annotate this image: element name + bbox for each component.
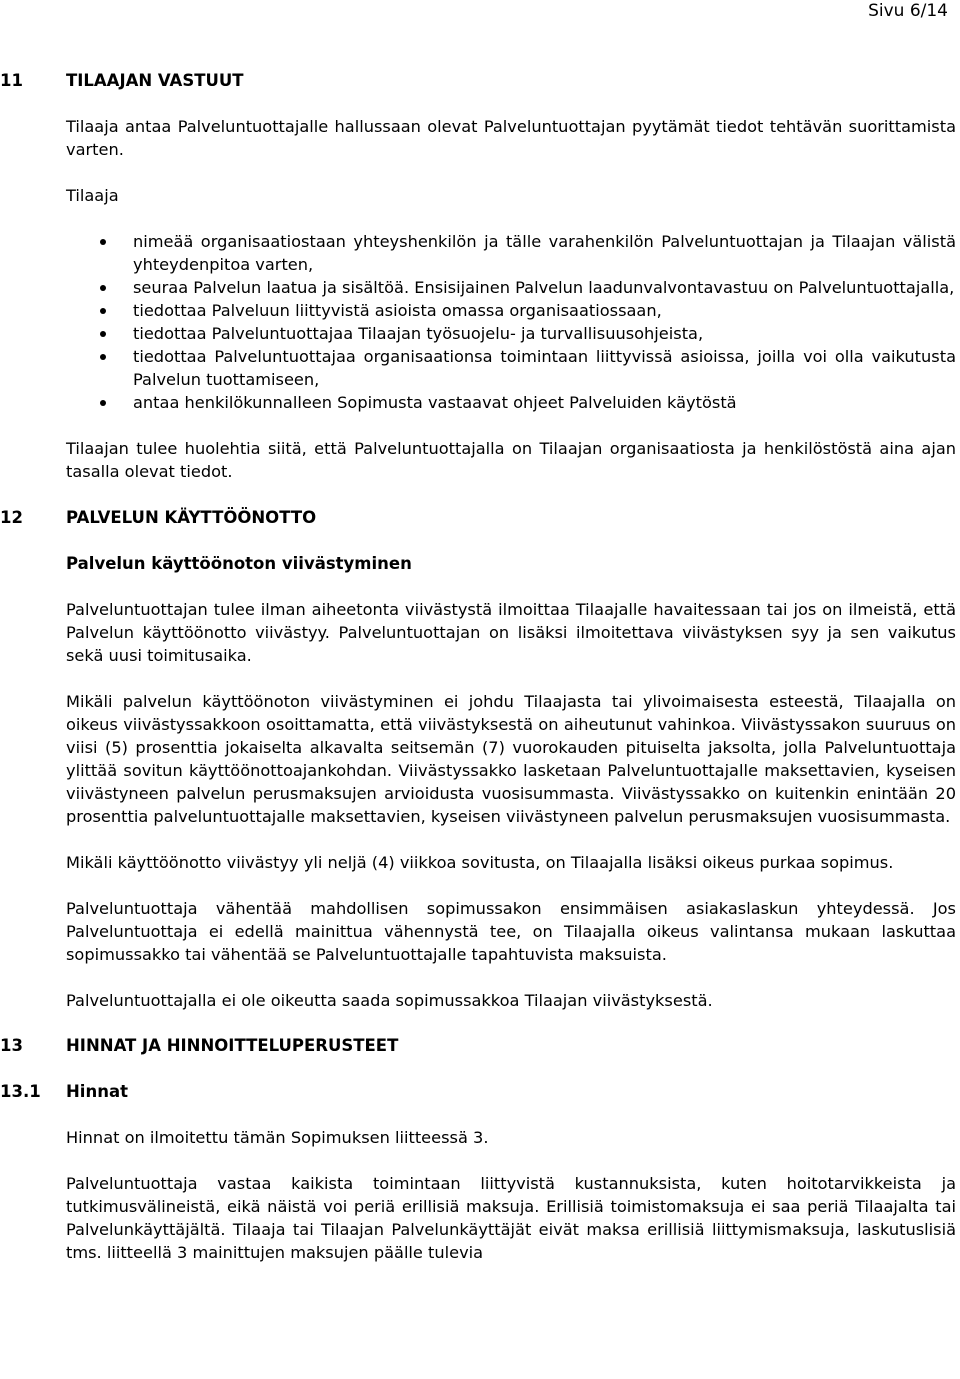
section-number: 13: [0, 1036, 23, 1055]
section-number: 11: [0, 71, 23, 90]
paragraph: Palveluntuottaja vähentää mahdollisen sopimussakon ensimmäisen asiakaslaskun yhteydessä. Jos Palveluntuottaja ei edellä mainittua vähennystä tee, on Tilaajalla oikeus valintansa mukaan laskuttaa sopimussakko tai vähentää se Palveluntuottajalle tapahtuvista maksuista.: [66, 899, 956, 964]
list-item: tiedottaa Palveluun liittyvistä asioista omassa organisaatiossaan,: [66, 299, 956, 322]
subsection-title: Palvelun käyttöönoton viivästyminen: [66, 554, 412, 573]
paragraph: Mikäli palvelun käyttöönoton viivästyminen ei johdu Tilaajasta tai ylivoimaisesta esteestä, Tilaajalla on oikeus viivästyssakkoon osoittamatta, että viivästyksestä on aiheutunut vahinkoa. Viivästyssakon suuruus on viisi (5) prosenttia jokaiselta alkavalta seitsemän (7) vuorokauden pituiselta jaksolta, jolla Palveluntuottaja ylittää sovitun käyttöönottoajankohdan. Viivästyssakko lasketaan Palveluntuottajalle maksettavien, kyseisen viivästyneen palvelun perusmaksujen arvioidusta vuosisummasta. Viivästyssakko on kuitenkin enintään 20 prosenttia palveluntuottajalle maksettavien, kyseisen viivästyneen palvelun perusmaksujen vuosisummasta.: [66, 692, 956, 826]
section-title: HINNAT JA HINNOITTELUPERUSTEET: [66, 1036, 399, 1055]
paragraph: Palveluntuottaja vastaa kaikista toimintaan liittyvistä kustannuksista, kuten hoitotarvikkeista ja tutkimusvälineistä, eikä näistä voi periä erillisiä maksuja. Erillisiä toimistomaksuja ei saa periä Tilaajalta tai Palvelunkäyttäjältä. Tilaaja tai Tilaajan Palvelunkäyttäjät eivät maksa erillisiä liittymismaksuja, laskutuslisiä tms. liitteellä 3 mainittujen maksujen päälle tulevia: [66, 1174, 956, 1262]
bullet-list: [66, 230, 956, 414]
paragraph: Tilaaja antaa Palveluntuottajalle hallussaan olevat Palveluntuottajan pyytämät tiedot tehtävän suorittamista varten.: [66, 117, 956, 159]
paragraph: Palveluntuottajan tulee ilman aiheetonta viivästystä ilmoittaa Tilaajalle havaitessaan tai jos on ilmeistä, että Palvelun käyttöönotto viivästyy. Palveluntuottajan on lisäksi ilmoitettava viivästyksen syy ja sen vaikutus sekä uusi toimitusaika.: [66, 600, 956, 665]
bullet-icon: [100, 285, 106, 291]
list-item: seuraa Palvelun laatua ja sisältöä. Ensisijainen Palvelun laadunvalvontavastuu on Palveluntuottajalla,: [66, 276, 956, 299]
bullet-icon: [100, 331, 106, 337]
section-title: TILAAJAN VASTUUT: [66, 71, 244, 90]
section-number: 12: [0, 508, 23, 527]
paragraph: Tilaajan tulee huolehtia siitä, että Palveluntuottajalla on Tilaajan organisaatiosta ja henkilöstöstä aina ajan tasalla olevat tiedot.: [66, 439, 956, 481]
bullet-icon: [100, 354, 106, 360]
subsection-heading-13-1: [0, 1080, 956, 1104]
bullet-icon: [100, 400, 106, 406]
page-number: Sivu 6/14: [868, 1, 948, 21]
list-item: tiedottaa Palveluntuottajaa Tilaajan työsuojelu- ja turvallisuusohjeista,: [66, 322, 956, 345]
subsection-title: Hinnat: [66, 1082, 128, 1101]
list-item: tiedottaa Palveluntuottajaa organisaationsa toimintaan liittyvissä asioissa, joilla voi olla vaikutusta Palvelun tuottamiseen,: [66, 345, 956, 391]
document-body: [0, 69, 956, 1264]
paragraph: Palveluntuottajalla ei ole oikeutta saada sopimussakkoa Tilaajan viivästyksestä.: [66, 991, 713, 1010]
section-title: PALVELUN KÄYTTÖÖNOTTO: [66, 508, 317, 527]
paragraph: Mikäli käyttöönotto viivästyy yli neljä (4) viikkoa sovitusta, on Tilaajalla lisäksi oikeus purkaa sopimus.: [66, 853, 894, 872]
paragraph: Hinnat on ilmoitettu tämän Sopimuksen liitteessä 3.: [66, 1128, 489, 1147]
bullet-icon: [100, 239, 106, 245]
paragraph: Tilaaja: [66, 186, 119, 205]
section-heading-11: [0, 69, 956, 93]
section-heading-12: [0, 506, 956, 530]
list-item: nimeää organisaatiostaan yhteyshenkilön ja tälle varahenkilön Palveluntuottajan ja Tilaajan välistä yhteydenpitoa varten,: [66, 230, 956, 276]
section-heading-13: [0, 1034, 956, 1058]
list-item: antaa henkilökunnalleen Sopimusta vastaavat ohjeet Palveluiden käytöstä: [66, 391, 956, 414]
subsection-number: 13.1: [0, 1082, 41, 1101]
bullet-icon: [100, 308, 106, 314]
